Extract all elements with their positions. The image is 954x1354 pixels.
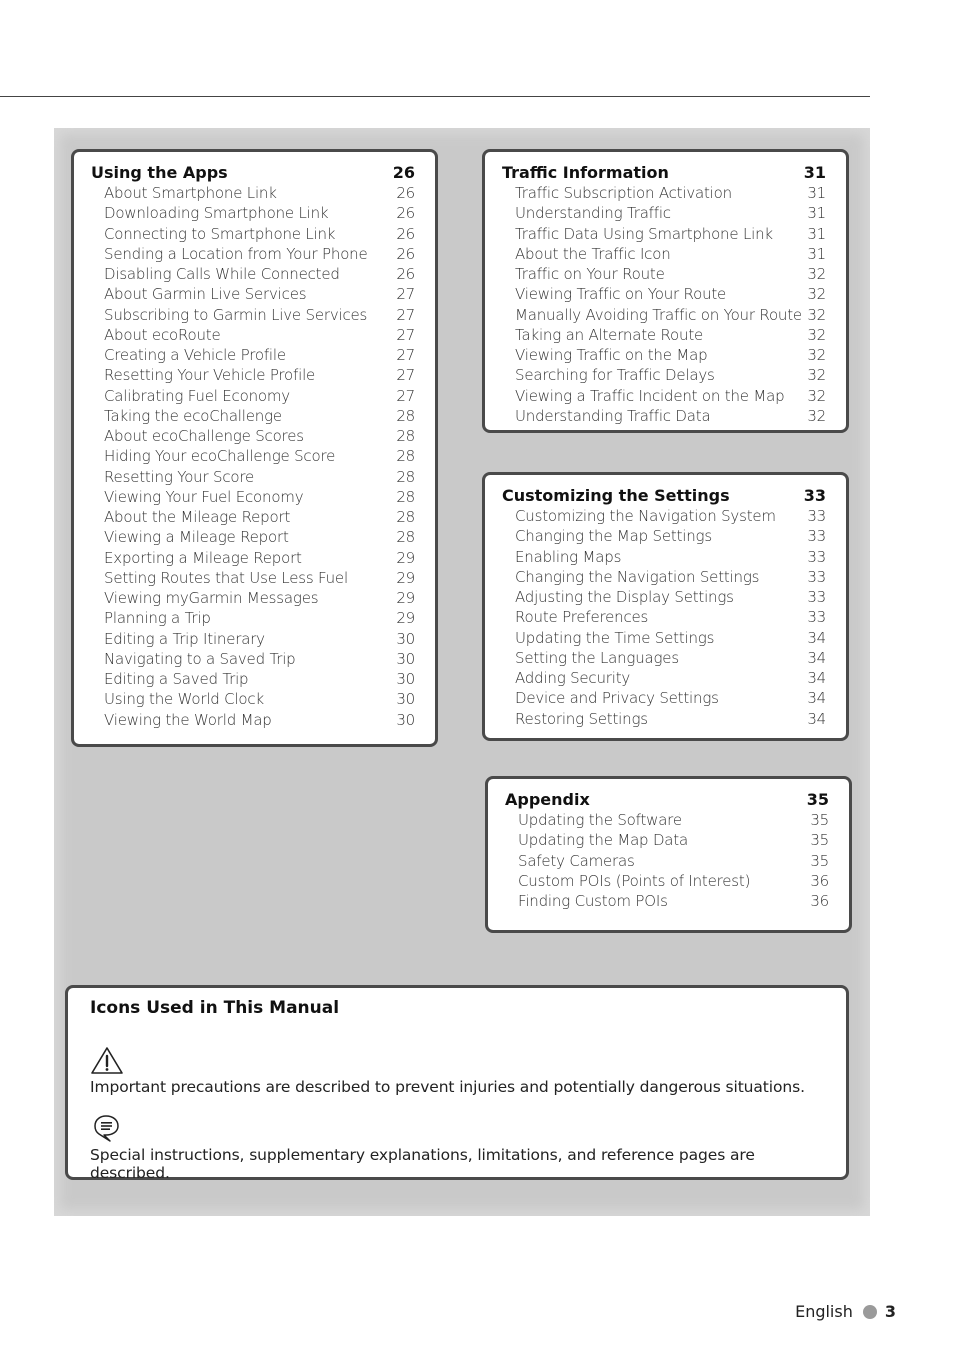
toc-entry-page: 35: [810, 831, 829, 850]
warning-triangle-icon: [90, 1046, 124, 1076]
toc-entry-label: Traffic on Your Route: [515, 265, 665, 283]
toc-entry-page: 32: [807, 305, 826, 324]
toc-entry-label: About ecoChallenge Scores: [104, 427, 304, 445]
toc-entry[interactable]: [91, 447, 415, 467]
toc-entry[interactable]: [91, 609, 415, 629]
toc-entry-page: 31: [807, 204, 826, 223]
toc-entry[interactable]: [91, 204, 415, 224]
toc-section-heading[interactable]: [91, 163, 415, 184]
toc-entry[interactable]: [91, 265, 415, 285]
toc-entry-label: Updating the Software: [518, 811, 682, 829]
toc-entry-page: 32: [807, 366, 826, 385]
toc-entry-label: Adjusting the Display Settings: [515, 588, 734, 606]
warning-entry: [90, 1046, 826, 1096]
section-title: Using the Apps: [91, 163, 228, 182]
toc-entry-page: 36: [810, 892, 829, 910]
page-number: 3: [884, 1302, 896, 1321]
toc-entry-page: 26: [396, 244, 415, 263]
toc-entry[interactable]: [502, 285, 826, 305]
toc-entry-page: 27: [396, 325, 415, 344]
toc-entry-label: Resetting Your Score: [104, 467, 255, 486]
toc-entry-page: 32: [807, 285, 826, 304]
toc-section-heading[interactable]: [502, 486, 826, 507]
toc-entry[interactable]: [502, 608, 826, 628]
toc-entry-label: About Garmin Live Services: [104, 285, 307, 304]
toc-section-appendix: [485, 776, 852, 933]
language-label: English: [795, 1302, 853, 1321]
toc-entry-label: Exporting a Mileage Report: [104, 548, 302, 567]
toc-entry[interactable]: [91, 346, 415, 366]
toc-entry[interactable]: [502, 507, 826, 527]
toc-entry-label: Updating the Map Data: [518, 831, 688, 850]
toc-entry[interactable]: [91, 184, 415, 204]
toc-entry[interactable]: [502, 225, 826, 245]
toc-entry-label: Connecting to Smartphone Link: [104, 224, 336, 243]
toc-entry[interactable]: [91, 245, 415, 265]
toc-entry-label: About the Mileage Report: [104, 508, 291, 526]
toc-entry-label: Editing a Trip Itinerary: [104, 629, 265, 648]
toc-entry-label: Understanding Traffic: [515, 204, 671, 223]
note-entry: [90, 1114, 826, 1182]
toc-entry-label: Calibrating Fuel Economy: [104, 386, 290, 405]
toc-entry-label: Disabling Calls While Connected: [104, 265, 340, 283]
toc-entry-label: Subscribing to Garmin Live Services: [104, 305, 368, 324]
toc-entry[interactable]: [91, 326, 415, 346]
toc-section-traffic: [482, 149, 849, 433]
toc-entry-page: 27: [396, 346, 415, 364]
toc-entry-page: 34: [807, 689, 826, 708]
toc-entry-page: 29: [396, 609, 415, 628]
icons-legend-title: Icons Used in This Manual: [90, 998, 340, 1018]
toc-entry-page: 27: [396, 386, 415, 405]
toc-entry-page: 28: [396, 406, 415, 425]
toc-entry-label: Device and Privacy Settings: [515, 689, 719, 708]
toc-entry-label: Changing the Map Settings: [515, 527, 712, 546]
top-rule: [0, 96, 870, 97]
toc-entry[interactable]: [502, 366, 826, 386]
toc-section-apps: [71, 149, 438, 747]
toc-entry-label: Route Preferences: [515, 608, 649, 627]
toc-entry[interactable]: [91, 488, 415, 508]
toc-entry-label: Viewing myGarmin Messages: [104, 589, 319, 607]
toc-entry-label: Updating the Time Settings: [515, 628, 715, 647]
toc-entry-label: Viewing Your Fuel Economy: [104, 487, 304, 506]
toc-entry-label: Manually Avoiding Traffic on Your Route: [515, 305, 802, 324]
toc-entry-page: 28: [396, 447, 415, 466]
toc-entry-label: Viewing Traffic on the Map: [515, 346, 708, 364]
section-page: 35: [806, 790, 829, 809]
toc-entry-page: 34: [807, 709, 826, 728]
toc-entry[interactable]: [502, 306, 826, 326]
toc-entry-label: Planning a Trip: [104, 609, 211, 628]
section-page: 26: [392, 163, 415, 182]
toc-entry[interactable]: [502, 710, 826, 730]
toc-entry-label: Navigating to a Saved Trip: [104, 649, 296, 668]
toc-entry-label: About ecoRoute: [104, 325, 221, 344]
toc-entry[interactable]: [91, 670, 415, 690]
toc-entry-page: 31: [807, 224, 826, 243]
toc-entry-page: 34: [807, 628, 826, 647]
toc-entry-page: 35: [810, 851, 829, 870]
footer-dot-icon: [863, 1305, 877, 1319]
toc-entry[interactable]: [505, 811, 829, 831]
toc-entry[interactable]: [505, 872, 829, 892]
toc-entry-label: About the Traffic Icon: [515, 244, 671, 263]
toc-entry-label: Understanding Traffic Data: [515, 406, 711, 425]
toc-entry[interactable]: [91, 630, 415, 650]
toc-entry[interactable]: [502, 204, 826, 224]
toc-entry-label: Creating a Vehicle Profile: [104, 346, 286, 364]
toc-entry-page: 30: [396, 710, 415, 729]
toc-entry-label: Editing a Saved Trip: [104, 670, 249, 688]
toc-entry-page: 30: [396, 670, 415, 688]
toc-entry-page: 30: [396, 690, 415, 709]
toc-entry-page: 29: [396, 568, 415, 587]
toc-entry[interactable]: [502, 527, 826, 547]
toc-entry[interactable]: [502, 649, 826, 669]
toc-entry[interactable]: [505, 852, 829, 872]
toc-entry-label: Adding Security: [515, 669, 631, 687]
toc-entry-page: 32: [807, 406, 826, 425]
toc-entry[interactable]: [502, 346, 826, 366]
toc-entry-page: 33: [807, 567, 826, 586]
section-title: Customizing the Settings: [502, 486, 730, 505]
toc-entry-label: Downloading Smartphone Link: [104, 204, 329, 223]
toc-entry[interactable]: [502, 265, 826, 285]
toc-entry-page: 32: [807, 325, 826, 344]
toc-entry-page: 33: [807, 547, 826, 566]
toc-entry[interactable]: [505, 892, 829, 912]
toc-entry-page: 33: [807, 527, 826, 546]
toc-entry-list: [505, 811, 829, 912]
toc-entry-page: 28: [396, 427, 415, 445]
section-page: 33: [803, 486, 826, 505]
toc-entry-label: Enabling Maps: [515, 547, 622, 566]
toc-entry-page: 28: [396, 487, 415, 506]
toc-section-settings: [482, 472, 849, 741]
toc-entry[interactable]: [91, 285, 415, 305]
toc-entry-label: Changing the Navigation Settings: [515, 567, 760, 586]
toc-entry-label: Viewing Traffic on Your Route: [515, 285, 727, 304]
toc-entry[interactable]: [502, 689, 826, 709]
speech-bubble-note-icon: [90, 1114, 124, 1144]
toc-entry[interactable]: [91, 468, 415, 488]
toc-entry[interactable]: [91, 549, 415, 569]
toc-entry-page: 32: [807, 265, 826, 283]
toc-entry[interactable]: [91, 306, 415, 326]
toc-entry[interactable]: [91, 387, 415, 407]
toc-entry[interactable]: [91, 711, 415, 731]
toc-entry-page: 28: [396, 528, 415, 547]
toc-entry[interactable]: [91, 589, 415, 609]
toc-entry-page: 26: [396, 265, 415, 283]
toc-entry[interactable]: [91, 366, 415, 386]
toc-entry[interactable]: [91, 508, 415, 528]
toc-entry-page: 28: [396, 508, 415, 526]
toc-entry-label: About Smartphone Link: [104, 184, 277, 202]
toc-entry-list: [502, 184, 826, 427]
toc-entry-label: Restoring Settings: [515, 709, 648, 728]
toc-entry[interactable]: [502, 629, 826, 649]
toc-entry-page: 27: [396, 366, 415, 385]
toc-entry-page: 33: [807, 507, 826, 525]
section-title: Traffic Information: [502, 163, 669, 182]
toc-entry-page: 26: [396, 184, 415, 202]
toc-entry[interactable]: [91, 407, 415, 427]
toc-entry[interactable]: [502, 184, 826, 204]
toc-entry[interactable]: [502, 568, 826, 588]
toc-entry-page: 29: [396, 589, 415, 607]
warning-description: Important precautions are described to prevent injuries and potentially dangerous situations.: [90, 1078, 805, 1096]
toc-entry-page: 32: [807, 386, 826, 405]
toc-entry-page: 31: [807, 244, 826, 263]
toc-entry-page: 34: [807, 648, 826, 667]
toc-entry[interactable]: [91, 427, 415, 447]
toc-entry[interactable]: [91, 650, 415, 670]
toc-section-heading[interactable]: [505, 790, 829, 811]
toc-entry-page: 31: [807, 184, 826, 202]
note-description: Special instructions, supplementary explanations, limitations, and reference pages are described.: [90, 1146, 755, 1182]
toc-entry-page: 33: [807, 588, 826, 606]
toc-entry[interactable]: [502, 588, 826, 608]
toc-entry[interactable]: [502, 669, 826, 689]
section-page: 31: [803, 163, 826, 182]
toc-entry-page: 30: [396, 649, 415, 668]
toc-entry-label: Sending a Location from Your Phone: [104, 244, 368, 263]
icons-legend-box: [65, 985, 849, 1180]
page-footer: [795, 1302, 896, 1321]
toc-entry-label: Taking the ecoChallenge: [104, 406, 282, 425]
toc-entry[interactable]: [91, 225, 415, 245]
toc-entry-page: 32: [807, 346, 826, 364]
toc-entry-label: Hiding Your ecoChallenge Score: [104, 447, 336, 466]
toc-entry-page: 30: [396, 629, 415, 648]
toc-entry-label: Taking an Alternate Route: [515, 325, 704, 344]
toc-entry[interactable]: [502, 326, 826, 346]
toc-entry-page: 34: [807, 669, 826, 687]
toc-entry-label: Setting Routes that Use Less Fuel: [104, 568, 348, 587]
toc-entry-page: 26: [396, 204, 415, 223]
toc-entry-label: Traffic Data Using Smartphone Link: [515, 224, 773, 243]
toc-entry-page: 35: [810, 811, 829, 829]
toc-entry-label: Customizing the Navigation System: [515, 507, 776, 525]
toc-entry[interactable]: [502, 407, 826, 427]
toc-entry-page: 26: [396, 224, 415, 243]
toc-entry[interactable]: [91, 528, 415, 548]
toc-entry-page: 33: [807, 608, 826, 627]
toc-entry[interactable]: [502, 245, 826, 265]
toc-section-heading[interactable]: [502, 163, 826, 184]
toc-entry[interactable]: [91, 690, 415, 710]
toc-entry-label: Viewing a Mileage Report: [104, 528, 289, 547]
toc-entry-list: [502, 507, 826, 730]
toc-entry-label: Using the World Clock: [104, 690, 264, 709]
toc-entry-page: 27: [396, 305, 415, 324]
toc-entry-label: Traffic Subscription Activation: [515, 184, 732, 202]
toc-entry[interactable]: [502, 387, 826, 407]
section-title: Appendix: [505, 790, 590, 809]
toc-entry[interactable]: [502, 548, 826, 568]
toc-entry-label: Custom POIs (Points of Interest): [518, 871, 751, 890]
toc-entry[interactable]: [91, 569, 415, 589]
toc-entry-label: Safety Cameras: [518, 851, 635, 870]
toc-entry-label: Viewing a Traffic Incident on the Map: [515, 386, 785, 405]
toc-entry-page: 27: [396, 285, 415, 304]
toc-entry-page: 29: [396, 548, 415, 567]
toc-entry-list: [91, 184, 415, 731]
toc-entry-label: Resetting Your Vehicle Profile: [104, 366, 316, 385]
toc-entry-label: Finding Custom POIs: [518, 892, 668, 910]
toc-entry-page: 36: [810, 871, 829, 890]
toc-entry[interactable]: [505, 831, 829, 851]
toc-entry-page: 28: [396, 467, 415, 486]
toc-entry-label: Viewing the World Map: [104, 710, 272, 729]
toc-entry-label: Setting the Languages: [515, 648, 679, 667]
toc-entry-label: Searching for Traffic Delays: [515, 366, 715, 385]
